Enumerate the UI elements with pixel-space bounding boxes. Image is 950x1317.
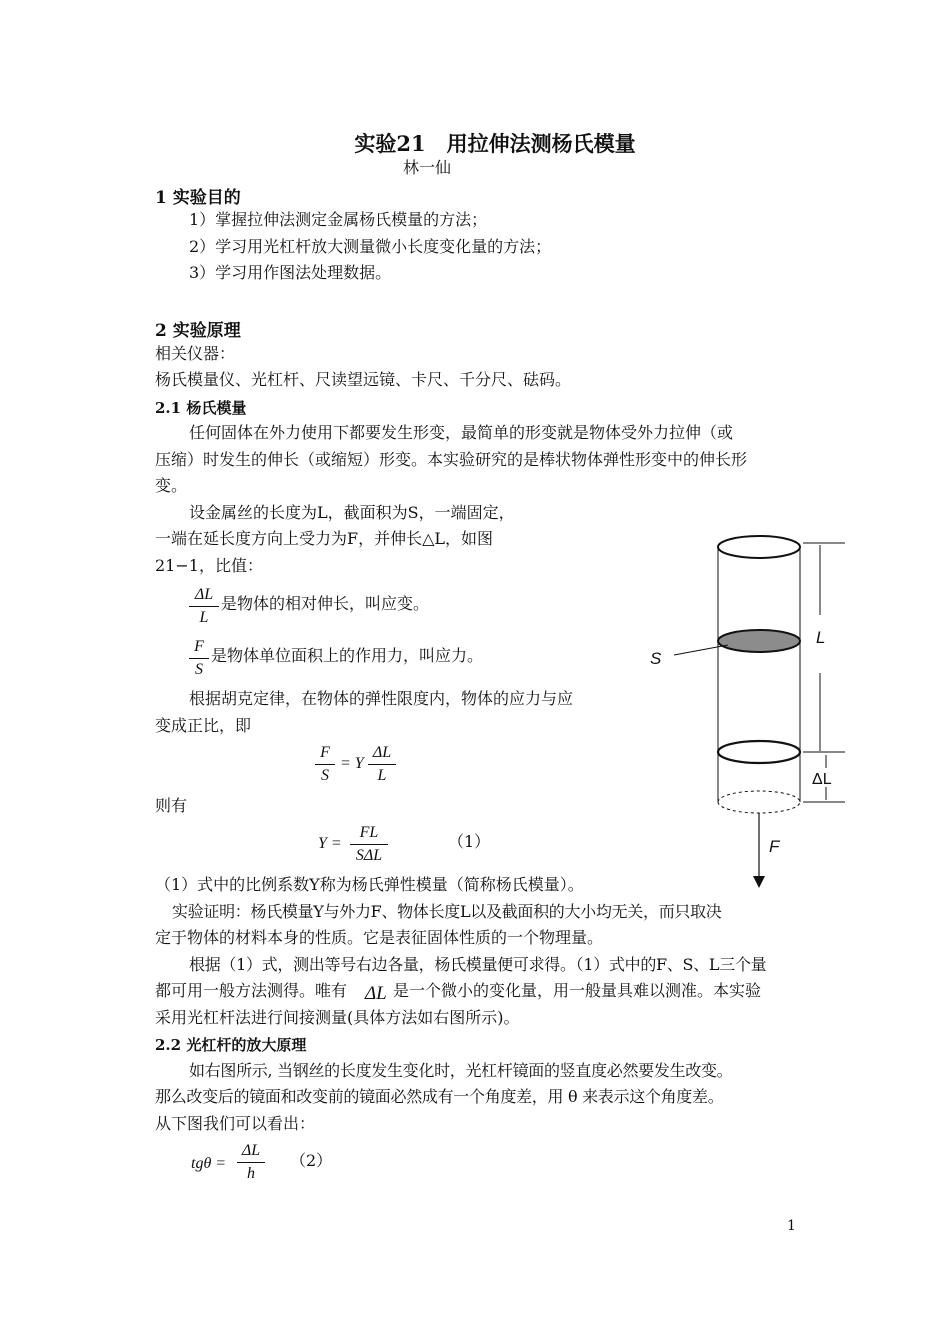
section-1-heading: 1 实验目的 (155, 188, 241, 208)
objective-item: 2）学习用光杠杆放大测量微小长度变化量的方法； (189, 237, 552, 256)
paragraph-line: （1）式中的比例系数Y称为杨氏弹性模量（简称杨氏模量）。 (155, 875, 584, 894)
equation-rhs-fraction (368, 744, 396, 785)
paragraph-line: 都可用一般方法测得。唯有 (155, 981, 348, 1000)
paragraph-line: 那么改变后的镜面和改变前的镜面必然成有一个角度差，用 θ 来表示这个角度差。 (155, 1087, 724, 1106)
equation-1-fraction (350, 824, 388, 865)
label-l: L (816, 628, 826, 647)
paragraph-line: 设金属丝的长度为L，截面积为S，一端固定， (189, 503, 515, 522)
fraction-numerator: F (320, 744, 330, 761)
paragraph-line: 任何固体在外力使用下都要发生形变，最简单的形变就是物体受外力拉伸（或 (189, 423, 734, 442)
paragraph-line: 变。 (155, 476, 188, 495)
fraction-numerator: ΔL (194, 586, 214, 603)
equation-2-lhs: tgθ = (191, 1155, 227, 1172)
paragraph-line: 21−1，比值： (155, 556, 263, 575)
cross-section-ellipse (718, 630, 800, 652)
paragraph-line: 是一个微小的变化量，用一般量具难以测准。本实验 (393, 981, 762, 1000)
equation-2-fraction (237, 1142, 265, 1183)
stress-fraction (189, 638, 209, 679)
extended-end-front (718, 802, 800, 813)
paragraph-line: 定于物体的材料本身的性质。它是表征固体性质的一个物理量。 (155, 928, 604, 947)
paragraph-line: 如右图所示, 当钢丝的长度发生变化时，光杠杆镜面的竖直度必然要发生改变。 (189, 1061, 733, 1080)
equation-lhs-fraction (315, 744, 335, 785)
force-arrow-head (753, 876, 765, 888)
label-delta-l: ΔL (812, 771, 832, 788)
cylinder-figure (640, 525, 855, 895)
extended-end-back (718, 791, 800, 802)
paragraph-line: 实验证明：杨氏模量Y与外力F、物体长度L以及截面积的大小均无关，而只取决 (172, 902, 722, 921)
page-number: 1 (787, 1218, 796, 1234)
subsection-2-1-heading: 2.1 杨氏模量 (155, 399, 247, 417)
equation-1-tag: （1） (448, 832, 491, 851)
top-end-ellipse (718, 536, 800, 558)
subsection-2-2-heading: 2.2 光杠杆的放大原理 (155, 1036, 307, 1054)
stress-description: 是物体单位面积上的作用力，叫应力。 (211, 646, 484, 665)
s-pointer-line (674, 645, 728, 655)
fraction-denominator: h (247, 1165, 255, 1182)
equation-operator: = Y (340, 755, 364, 772)
paragraph-line: 一端在延长度方向上受力为F，并伸长△L，如图 (155, 529, 494, 548)
strain-fraction (189, 586, 219, 627)
original-end-ellipse (718, 741, 800, 763)
objective-item: 3）学习用作图法处理数据。 (189, 263, 392, 282)
page-title: 实验21 用拉伸法测杨氏模量 (354, 131, 636, 156)
paragraph-line: 则有 (155, 796, 188, 815)
delta-l-symbol: ΔL (365, 983, 387, 1004)
instrument-list: 杨氏模量仪、光杠杆、尺读望远镜、卡尺、千分尺、砝码。 (155, 370, 572, 389)
equation-2-tag: （2） (290, 1151, 333, 1170)
fraction-denominator: L (377, 767, 387, 784)
paragraph-line: 根据（1）式，测出等号右边各量，杨氏模量便可求得。（1）式中的F、S、L三个量 (189, 955, 767, 974)
fraction-numerator: F (194, 638, 204, 655)
label-s: S (650, 649, 662, 668)
label-f: F (769, 837, 780, 856)
fraction-numerator: ΔL (372, 744, 392, 761)
fraction-denominator: S (321, 767, 329, 784)
section-2-heading: 2 实验原理 (155, 321, 241, 341)
fraction-denominator: S (195, 661, 203, 678)
fraction-denominator: L (199, 609, 209, 626)
strain-description: 是物体的相对伸长，叫应变。 (221, 594, 430, 613)
paragraph-line: 变成正比，即 (155, 716, 252, 735)
equation-1-lhs: Y = (318, 835, 342, 852)
fraction-denominator: SΔL (355, 847, 383, 864)
paragraph-line: 从下图我们可以看出： (155, 1114, 316, 1133)
paragraph-line: 根据胡克定律，在物体的弹性限度内，物体的应力与应 (189, 689, 574, 708)
paragraph-line: 压缩）时发生的伸长（或缩短）形变。本实验研究的是棒状物体弹性形变中的伸长形 (155, 450, 748, 469)
instrument-label: 相关仪器： (155, 344, 236, 363)
fraction-numerator: ΔL (241, 1142, 261, 1159)
fraction-numerator: FL (359, 824, 379, 841)
objective-item: 1）掌握拉伸法测定金属杨氏模量的方法； (189, 210, 488, 229)
author: 林一仙 (403, 158, 452, 177)
paragraph-line: 采用光杠杆法进行间接测量(具体方法如右图所示)。 (155, 1008, 520, 1027)
